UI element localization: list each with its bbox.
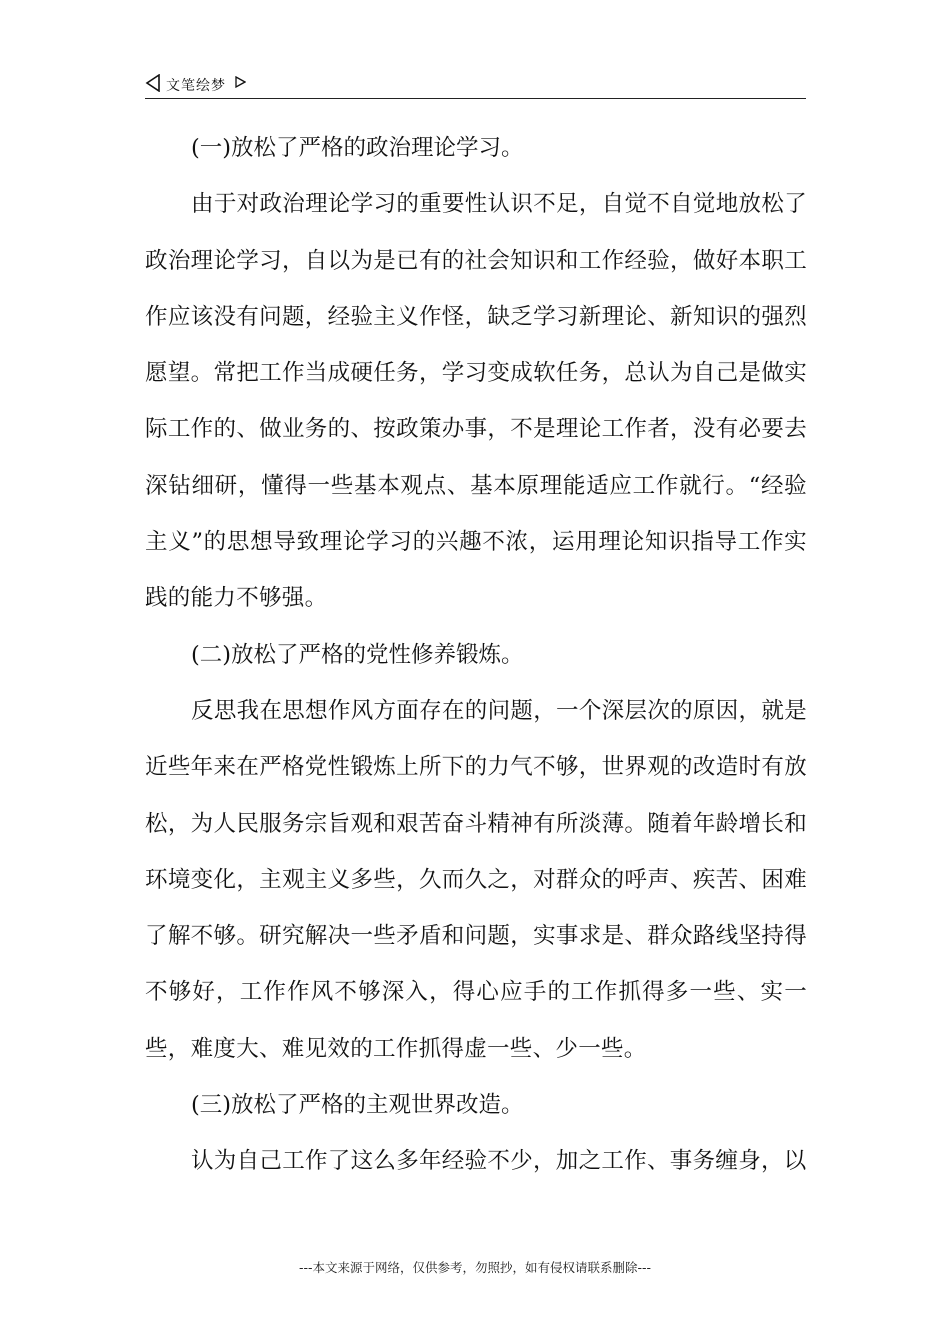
header-title: 文笔绘梦 bbox=[166, 78, 226, 94]
section-paragraph-3: 认为自己工作了这么多年经验不少，加之工作、事务缠身，以 bbox=[191, 1148, 807, 1175]
page-header bbox=[145, 72, 806, 99]
section-heading-3: (三)放松了严格的主观世界改造。 bbox=[191, 1092, 524, 1119]
document-body bbox=[145, 120, 807, 1190]
triangle-right-icon bbox=[235, 76, 246, 88]
section-paragraph-1: 由于对政治理论学习的重要性认识不足，自觉不自觉地放松了政治理论学习，自以为是已有的社会知识和工作经验，做好本职工作应该没有问题，经验主义作怪，缺乏学习新理论、新知识的强烈愿望。常把工作当成硬任务，学习变成软任务，总认为自己是做实际工作的、做业务的、按政策办事，不是理论工作者，没有必要去深钻细研，懂得一些基本观点、基本原理能适应工作就行。“经验主义”的思想导致理论学习的兴趣不浓，运用理论知识指导工作实践的能力不够强。 bbox=[145, 191, 807, 612]
triangle-left-icon bbox=[145, 74, 161, 92]
section-paragraph-2: 反思我在思想作风方面存在的问题，一个深层次的原因，就是近些年来在严格党性锻炼上所下的力气不够，世界观的改造时有放松，为人民服务宗旨观和艰苦奋斗精神有所淡薄。随着年龄增长和环境变化，主观主义多些，久而久之，对群众的呼声、疾苦、困难了解不够。研究解决一些矛盾和问题，实事求是、群众路线坚持得不够好，工作作风不够深入，得心应手的工作抓得多一些、实一些，难度大、难见效的工作抓得虚一些、少一些。 bbox=[145, 697, 807, 1062]
section-heading-1: (一)放松了严格的政治理论学习。 bbox=[191, 135, 524, 161]
section-heading-2: (二)放松了严格的党性修养锻炼。 bbox=[191, 641, 524, 668]
page-footer: ---本文来源于网络，仅供参考，勿照抄，如有侵权请联系删除--- bbox=[298, 1260, 652, 1275]
